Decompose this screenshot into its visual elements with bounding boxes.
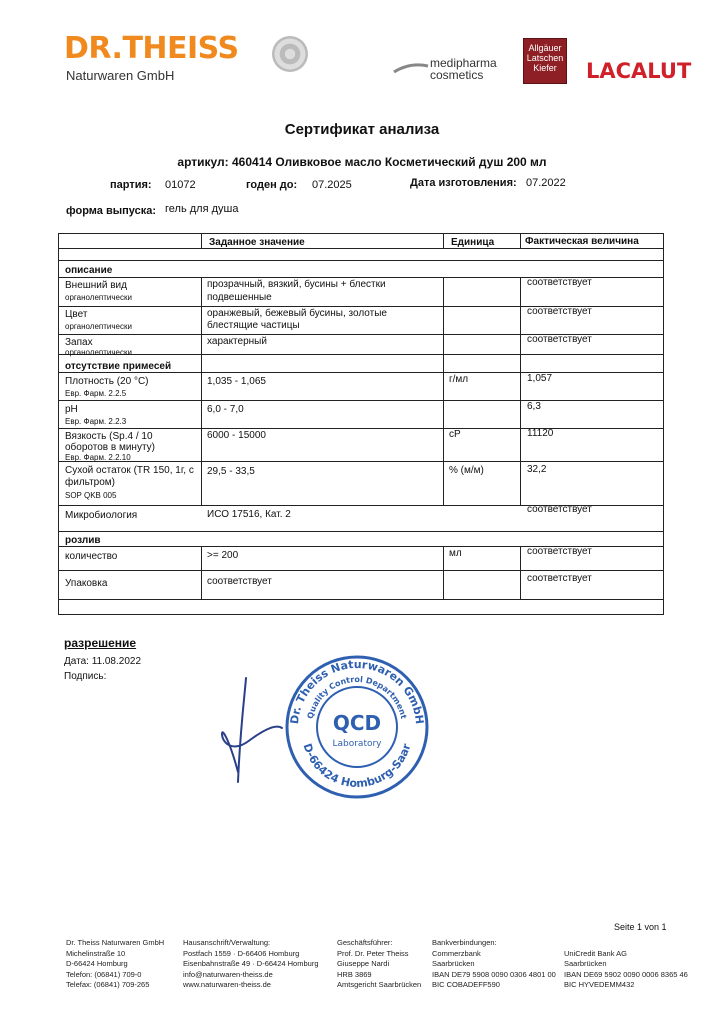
batch-label: партия: bbox=[110, 179, 152, 191]
expiry-label: годен до: bbox=[246, 179, 298, 191]
header-actual: Фактическая величина bbox=[525, 236, 639, 247]
unit-value: % (м/м) bbox=[449, 465, 484, 476]
param-ref: SOP QKB 005 bbox=[65, 491, 117, 500]
stamp-qcd: QCD bbox=[332, 711, 382, 735]
actual-value: 1,057 bbox=[527, 373, 553, 384]
param-name-line2: фильтром) bbox=[65, 477, 115, 488]
unit-value: cP bbox=[449, 429, 461, 440]
medipharma-cosmetics: cosmetics bbox=[430, 68, 484, 82]
page-title: Сертификат анализа bbox=[284, 121, 440, 138]
param-name: Вязкость (Sp.4 / 10 bbox=[65, 431, 153, 442]
manufacture-value: 07.2022 bbox=[526, 177, 566, 189]
col-divider bbox=[520, 277, 521, 505]
lacalut-logo: LACALUT bbox=[586, 59, 692, 83]
param-ref: Евр. Фарм. 2.2.5 bbox=[65, 389, 127, 398]
manufacture-label: Дата изготовления: bbox=[410, 177, 517, 189]
footer-management: Geschäftsführer: Prof. Dr. Peter Theiss Giuseppe Nardi HRB 3869 Amtsgericht Saarbrücken bbox=[337, 938, 422, 989]
spec-value: прозрачный, вязкий, бусины + блестки bbox=[207, 279, 386, 290]
brand-subtitle: Naturwaren GmbH bbox=[66, 68, 175, 83]
spec-value: 6000 - 15000 bbox=[207, 430, 266, 441]
spec-value: >= 200 bbox=[207, 550, 239, 561]
param-ref: органолептически bbox=[65, 348, 132, 357]
approval-date: Дата: 11.08.2022 bbox=[64, 656, 142, 667]
param-name: Плотность (20 °C) bbox=[65, 376, 149, 387]
param-ref: органолептически bbox=[65, 322, 132, 331]
medipharma-logo: medipharma bbox=[430, 56, 497, 70]
actual-value: 11120 bbox=[527, 428, 554, 439]
param-ref: Евр. Фарм. 2.2.3 bbox=[65, 417, 127, 426]
form-label: форма выпуска: bbox=[66, 205, 156, 217]
batch-value: 01072 bbox=[165, 179, 196, 191]
analysis-table bbox=[58, 233, 664, 615]
actual-value: соответствует bbox=[527, 573, 592, 584]
handwritten-signature bbox=[210, 672, 290, 792]
section-impurities: отсутствие примесей bbox=[65, 361, 172, 372]
col-divider bbox=[443, 546, 444, 599]
param-name: количество bbox=[65, 551, 118, 562]
spec-value: оранжевый, бежевый бусины, золотые bbox=[207, 308, 387, 319]
signature-label: Подпись: bbox=[64, 671, 107, 682]
spec-value: 1,035 - 1,065 bbox=[207, 376, 266, 387]
section-description: описание bbox=[65, 265, 113, 276]
param-name: Внешний вид bbox=[65, 280, 127, 291]
stamp-lab: Laboratory bbox=[332, 739, 382, 749]
globe-icon bbox=[272, 36, 308, 72]
param-ref: органолептически bbox=[65, 293, 132, 302]
spec-value: характерный bbox=[207, 336, 267, 347]
stamp-outer-bottom: D-66424 Homburg-Saar bbox=[300, 741, 414, 791]
row-divider bbox=[59, 248, 663, 249]
stamp-outer-top: Dr. Theiss Naturwaren GmbH bbox=[287, 657, 427, 725]
param-name: pH bbox=[65, 404, 78, 415]
article-line: артикул: 460414 Оливковое масло Косметический душ 200 мл bbox=[177, 155, 547, 169]
approval-heading: разрешение bbox=[64, 636, 137, 650]
actual-value: 6,3 bbox=[527, 401, 541, 412]
spec-value: соответствует bbox=[207, 576, 272, 587]
param-name-line2: оборотов в минуту) bbox=[65, 442, 155, 453]
actual-value: соответствует bbox=[527, 306, 592, 317]
header-unit: Единица bbox=[451, 237, 495, 248]
spec-value: ИСО 17516, Кат. 2 bbox=[207, 509, 291, 520]
param-name: Запах bbox=[65, 337, 93, 348]
row-divider bbox=[59, 354, 663, 355]
spec-value-line2: блестящие частицы bbox=[207, 320, 300, 331]
brand-logo: DR.THEISS bbox=[64, 31, 239, 66]
unit-value: г/мл bbox=[449, 374, 469, 385]
unit-value: мл bbox=[449, 548, 462, 559]
header-spec: Заданное значение bbox=[209, 237, 305, 248]
row-divider bbox=[59, 372, 663, 373]
row-divider bbox=[59, 531, 663, 532]
form-value: гель для душа bbox=[165, 203, 239, 215]
actual-value: 32,2 bbox=[527, 464, 547, 475]
spec-value: 6,0 - 7,0 bbox=[207, 404, 244, 415]
col-divider bbox=[201, 234, 202, 248]
quality-stamp bbox=[282, 652, 432, 802]
col-divider bbox=[201, 546, 202, 599]
row-divider bbox=[59, 428, 663, 429]
row-divider bbox=[59, 400, 663, 401]
footer-bank-1: Bankverbindungen: Commerzbank Saarbrücken IBAN DE79 5908 0090 0306 4801 00 BIC COBADEFF590 bbox=[432, 938, 556, 989]
col-divider bbox=[443, 277, 444, 505]
page-number: Seite 1 von 1 bbox=[614, 922, 667, 932]
row-divider bbox=[59, 461, 663, 462]
param-name: Сухой остаток (TR 150, 1г, с bbox=[65, 465, 194, 476]
actual-value: соответствует bbox=[527, 277, 592, 288]
actual-value: соответствует bbox=[527, 546, 592, 557]
actual-value: соответствует bbox=[527, 334, 592, 345]
expiry-value: 07.2025 bbox=[312, 179, 352, 191]
param-name: Упаковка bbox=[65, 578, 108, 589]
col-divider bbox=[520, 234, 521, 248]
stamp-inner: Quality Control Department bbox=[305, 674, 409, 720]
allgauer-logo: Allgäuer Latschen Kiefer bbox=[523, 38, 567, 84]
spec-value-line2: подвешенные bbox=[207, 292, 272, 303]
col-divider bbox=[443, 234, 444, 248]
footer-company: Dr. Theiss Naturwaren GmbH Michelinstraße 10 D-66424 Homburg Telefon: (06841) 709-0 Telefax: (06841) 709-265 bbox=[66, 938, 165, 989]
footer-bank-2: UniCredit Bank AG Saarbrücken IBAN DE69 5902 0090 0006 8365 46 BIC HYVEDEMM432 bbox=[564, 948, 688, 989]
row-divider bbox=[59, 599, 663, 600]
param-name: Микробиология bbox=[65, 510, 138, 521]
row-divider bbox=[59, 570, 663, 571]
spec-value: 29,5 - 33,5 bbox=[207, 466, 255, 477]
row-divider bbox=[59, 260, 663, 261]
actual-value: соответствует bbox=[527, 504, 592, 515]
param-ref: Евр. Фарм. 2.2.10 bbox=[65, 453, 131, 462]
footer-address: Hausanschrift/Verwaltung: Postfach 1559 · D-66406 Homburg Eisenbahnstraße 49 · D-66424 Homburg info@naturwaren-theiss.de www.naturwaren-theiss.de bbox=[183, 938, 319, 989]
col-divider bbox=[201, 277, 202, 505]
param-name: Цвет bbox=[65, 309, 88, 320]
col-divider bbox=[520, 546, 521, 599]
section-filling: розлив bbox=[65, 535, 101, 546]
